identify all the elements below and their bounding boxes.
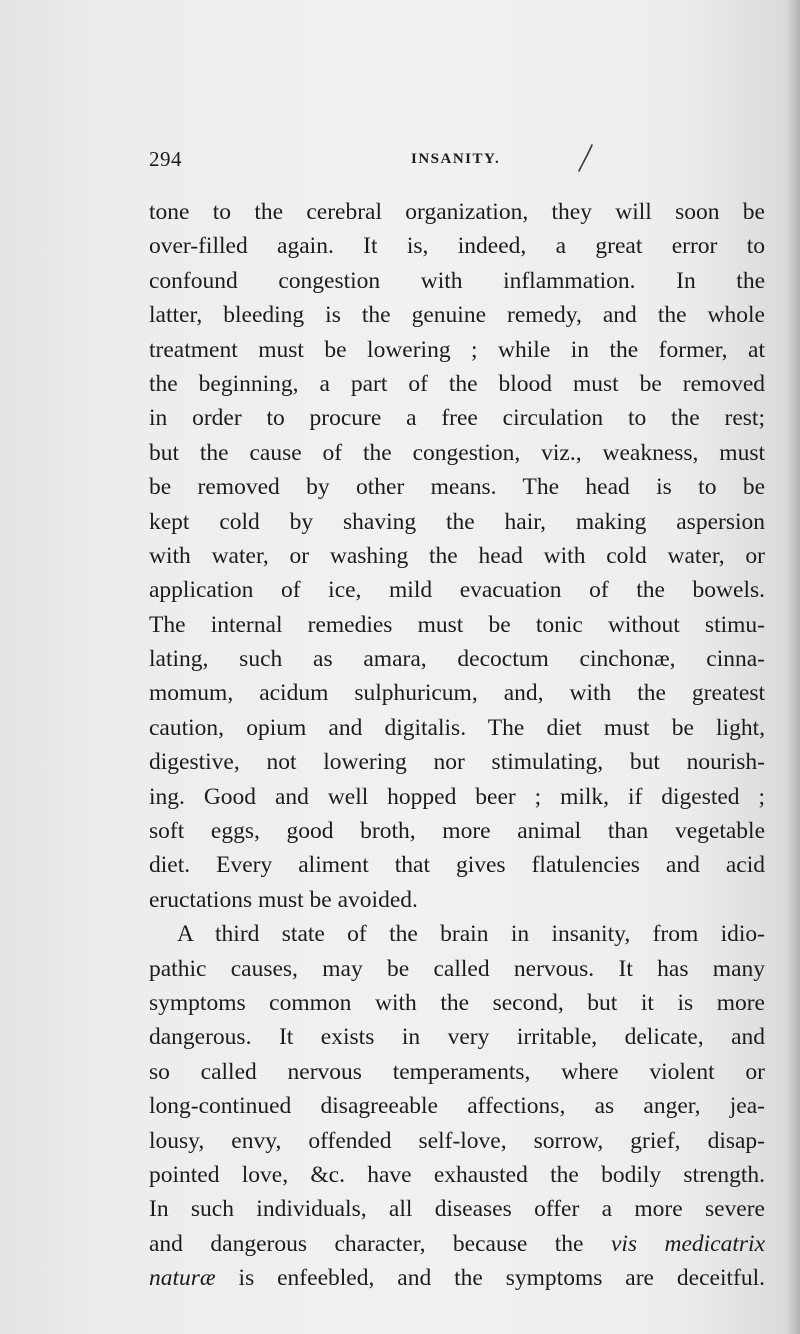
text-line: kept cold by shaving the hair, making aspersion <box>149 508 765 535</box>
text-line: treatment must be lowering ; while in the former, at <box>149 336 765 363</box>
body-text <box>149 195 765 1296</box>
text-line: in order to procure a free circulation to the rest; <box>149 405 765 432</box>
text-line: digestive, not lowering nor stimulating, but nourish- <box>149 749 765 776</box>
text-line: caution, opium and digitalis. The diet must be light, <box>149 714 765 741</box>
text-line: symptoms common with the second, but it is more <box>149 989 765 1016</box>
paragraph-end-line: eructations must be avoided. <box>149 886 418 913</box>
text-line: ing. Good and well hopped beer ; milk, if digested ; <box>149 783 765 810</box>
page-number: 294 <box>149 147 182 171</box>
text-line-with-italic <box>149 1261 765 1295</box>
text-line: dangerous. It exists in very irritable, delicate, and <box>149 1024 765 1051</box>
text-line: lousy, envy, offended self-love, sorrow, grief, disap- <box>149 1127 765 1154</box>
text-line: lating, such as amara, decoctum cinchonæ, cinna- <box>149 646 765 673</box>
text-line: with water, or washing the head with cold water, or <box>149 542 765 569</box>
text-line: application of ice, mild evacuation of the bowels. <box>149 577 765 604</box>
text-line: pathic causes, may be called nervous. It has many <box>149 955 765 982</box>
italic-latin-phrase: vis medicatrix <box>610 1230 766 1257</box>
paragraph-start-line: A third state of the brain in insanity, from idio- <box>177 921 765 948</box>
text-line: so called nervous temperaments, where violent or <box>149 1058 765 1085</box>
text-line: confound congestion with inflammation. In the <box>149 267 765 294</box>
italic-latin-phrase: naturæ <box>149 1265 216 1292</box>
text-line: be removed by other means. The head is to be <box>149 474 765 501</box>
text-line: long-continued disagreeable affections, as anger, jea- <box>149 1093 765 1120</box>
running-title: INSANITY. <box>411 151 501 167</box>
text-line: pointed love, &c. have exhausted the bodily strength. <box>149 1161 765 1188</box>
text-line: momum, acidum sulphuricum, and, with the greatest <box>149 680 765 707</box>
text-line: the beginning, a part of the blood must be removed <box>149 370 765 397</box>
text-line: diet. Every aliment that gives flatulencies and acid <box>149 852 765 879</box>
text-line: soft eggs, good broth, more animal than vegetable <box>149 818 765 845</box>
text-line: In such individuals, all diseases offer a more severe <box>149 1196 765 1223</box>
pencil-mark-icon <box>574 142 598 174</box>
text-line: but the cause of the congestion, viz., weakness, must <box>149 439 765 466</box>
text-line: tone to the cerebral organization, they will soon be <box>149 199 765 225</box>
running-head <box>149 147 763 177</box>
text-line: latter, bleeding is the genuine remedy, and the whole <box>149 302 765 329</box>
text-line: over-filled again. It is, indeed, a great error to <box>149 233 765 260</box>
text-segment: is enfeebled, and the symptoms are deceitful. <box>215 1265 765 1292</box>
text-line: The internal remedies must be tonic without stimu- <box>149 611 765 638</box>
text-segment: and dangerous character, because the <box>149 1230 611 1257</box>
text-line-with-italic <box>149 1227 765 1261</box>
